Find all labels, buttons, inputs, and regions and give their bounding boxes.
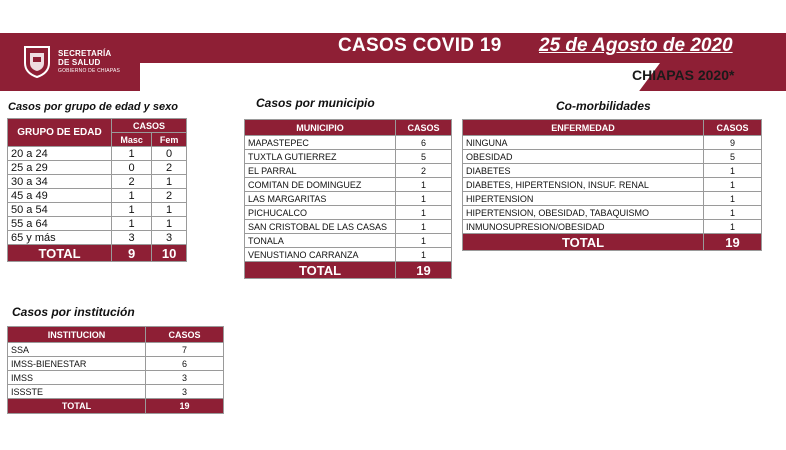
casos-cell: 1 [396,192,452,206]
report-date: 25 de Agosto de 2020 [539,35,733,56]
col-institucion: INSTITUCION [8,327,146,343]
total-masc: 9 [112,245,152,262]
casos-cell: 1 [704,220,762,234]
name-cell: TONALA [245,234,396,248]
total-value: 19 [396,262,452,279]
table-row [8,343,224,357]
institucion-heading: Casos por institución [12,305,135,319]
masc-cell: 1 [112,217,152,231]
table-row [245,192,452,206]
casos-cell: 6 [396,136,452,150]
table-row [8,357,224,371]
table-row [463,220,762,234]
casos-cell: 5 [396,150,452,164]
fem-cell: 1 [152,217,187,231]
name-cell: MAPASTEPEC [245,136,396,150]
col-masc: Masc [112,133,152,147]
table-row [463,178,762,192]
name-cell: PICHUCALCO [245,206,396,220]
name-cell: HIPERTENSION, OBESIDAD, TABAQUISMO [463,206,704,220]
masc-cell: 1 [112,203,152,217]
age-group-cell: 20 a 24 [8,147,112,161]
table-row [245,220,452,234]
table-row [463,192,762,206]
table-row [245,248,452,262]
col-grupo-edad: GRUPO DE EDAD [8,119,112,147]
name-cell: IMSS-BIENESTAR [8,357,146,371]
table-row [245,150,452,164]
name-cell: SAN CRISTOBAL DE LAS CASAS [245,220,396,234]
name-cell: EL PARRAL [245,164,396,178]
age-group-cell: 65 y más [8,231,112,245]
casos-cell: 7 [146,343,224,357]
banner-white-band [140,63,660,91]
secretaria-salud-logo [22,43,142,83]
edad-heading: Casos por grupo de edad y sexo [8,101,178,113]
logo-line-2: DE SALUD [58,58,101,67]
institucion-table [7,326,224,414]
casos-cell: 1 [704,192,762,206]
header-banner [0,33,786,91]
table-row [245,178,452,192]
comorb-table [462,119,762,251]
total-value: 19 [146,399,224,414]
table-row [463,164,762,178]
casos-cell: 1 [396,248,452,262]
table-row [8,385,224,399]
table-row [463,206,762,220]
casos-cell: 3 [146,385,224,399]
logo-text [58,49,120,76]
comorb-total-row [463,234,762,251]
fem-cell: 1 [152,203,187,217]
region-label: CHIAPAS 2020* [632,67,735,83]
col-casos: CASOS [396,120,452,136]
casos-cell: 1 [704,178,762,192]
name-cell: DIABETES [463,164,704,178]
name-cell: LAS MARGARITAS [245,192,396,206]
masc-cell: 0 [112,161,152,175]
chiapas-emblem-icon [22,43,52,79]
fem-cell: 3 [152,231,187,245]
table-row [8,203,187,217]
name-cell: INMUNOSUPRESION/OBESIDAD [463,220,704,234]
name-cell: HIPERTENSION [463,192,704,206]
total-label: TOTAL [8,399,146,414]
casos-cell: 5 [704,150,762,164]
table-row [8,371,224,385]
table-row [463,136,762,150]
logo-line-3: GOBIERNO DE CHIAPAS [58,68,121,74]
casos-cell: 1 [396,234,452,248]
fem-cell: 0 [152,147,187,161]
col-enfermedad: ENFERMEDAD [463,120,704,136]
total-label: TOTAL [245,262,396,279]
institucion-total-row [8,399,224,414]
table-row [8,175,187,189]
table-row [245,206,452,220]
age-group-cell: 30 a 34 [8,175,112,189]
masc-cell: 1 [112,189,152,203]
table-row [8,231,187,245]
table-row [463,150,762,164]
table-row [245,234,452,248]
fem-cell: 2 [152,189,187,203]
municipio-total-row [245,262,452,279]
name-cell: VENUSTIANO CARRANZA [245,248,396,262]
table-row [8,217,187,231]
casos-cell: 1 [396,220,452,234]
total-label: TOTAL [463,234,704,251]
col-fem: Fem [152,133,187,147]
name-cell: COMITAN DE DOMINGUEZ [245,178,396,192]
name-cell: TUXTLA GUTIERREZ [245,150,396,164]
name-cell: NINGUNA [463,136,704,150]
table-row [8,161,187,175]
table-row [8,189,187,203]
casos-cell: 1 [704,164,762,178]
page-title: CASOS COVID 19 [338,35,502,56]
edad-table [7,118,187,262]
masc-cell: 2 [112,175,152,189]
casos-cell: 2 [396,164,452,178]
masc-cell: 3 [112,231,152,245]
casos-cell: 9 [704,136,762,150]
name-cell: ISSSTE [8,385,146,399]
municipio-table [244,119,452,279]
municipio-heading: Casos por municipio [256,96,375,110]
table-row [245,136,452,150]
col-municipio: MUNICIPIO [245,120,396,136]
age-group-cell: 55 a 64 [8,217,112,231]
casos-cell: 6 [146,357,224,371]
col-casos: CASOS [112,119,187,133]
casos-cell: 1 [396,206,452,220]
age-group-cell: 45 a 49 [8,189,112,203]
age-group-cell: 25 a 29 [8,161,112,175]
col-casos: CASOS [146,327,224,343]
total-label: TOTAL [8,245,112,262]
table-row [8,147,187,161]
casos-cell: 1 [704,206,762,220]
total-fem: 10 [152,245,187,262]
name-cell: OBESIDAD [463,150,704,164]
masc-cell: 1 [112,147,152,161]
table-row [245,164,452,178]
fem-cell: 2 [152,161,187,175]
name-cell: IMSS [8,371,146,385]
name-cell: SSA [8,343,146,357]
age-group-cell: 50 a 54 [8,203,112,217]
name-cell: DIABETES, HIPERTENSION, INSUF. RENAL [463,178,704,192]
fem-cell: 1 [152,175,187,189]
comorb-heading: Co-morbilidades [556,99,651,113]
casos-cell: 1 [396,178,452,192]
col-casos: CASOS [704,120,762,136]
casos-cell: 3 [146,371,224,385]
logo-line-1: SECRETARÍA [58,49,112,58]
total-value: 19 [704,234,762,251]
edad-total-row [8,245,187,262]
